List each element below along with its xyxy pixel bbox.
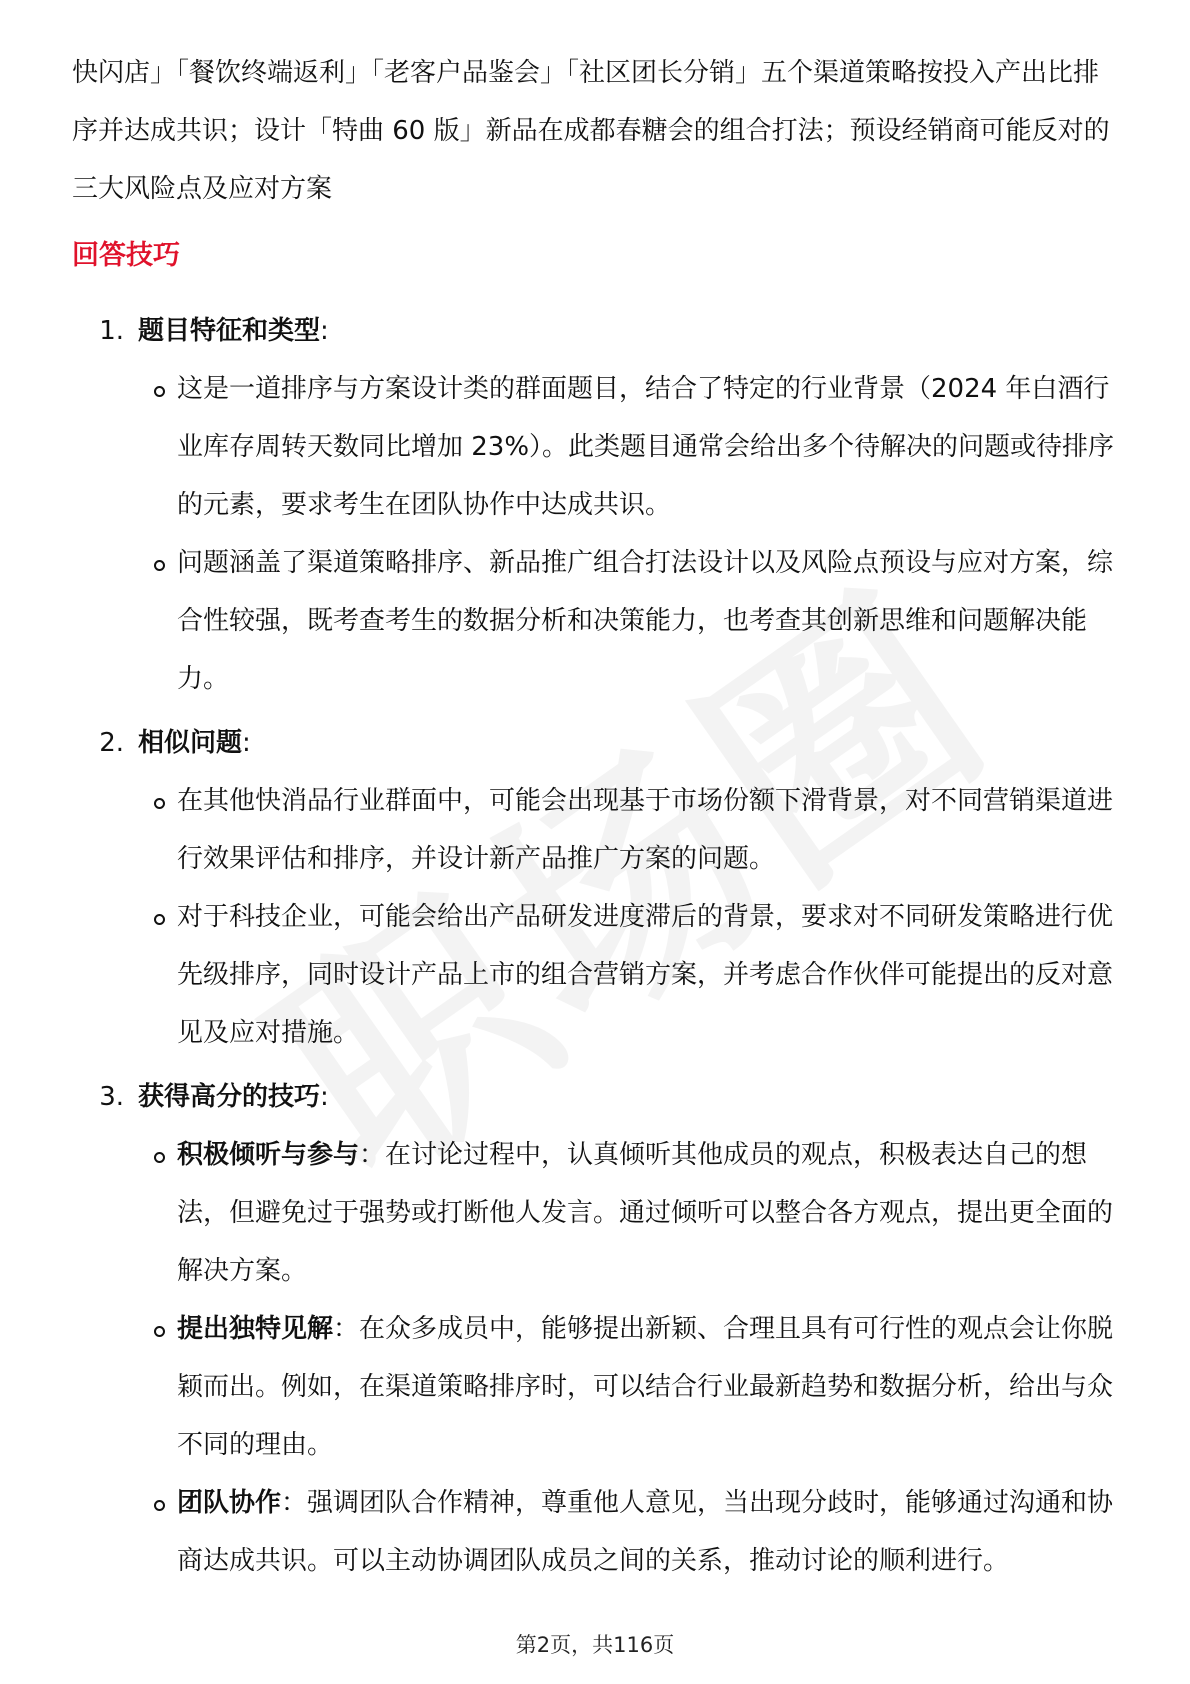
bullet-list (72, 1126, 1132, 1590)
bullet-text: ：强调团队合作精神，尊重他人意见，当出现分歧时，能够通过沟通和协商达成共识。可以主动协调团队成员之间的关系，推动讨论的顺利进行。 (177, 1488, 1114, 1576)
tips-list (72, 302, 1132, 1596)
bullet-text: 在其他快消品行业群面中，可能会出现基于市场份额下滑背景，对不同营销渠道进行效果评估和排序，并设计新产品推广方案的问题。 (177, 786, 1114, 874)
section-colon: : (242, 728, 251, 758)
tips-section (72, 714, 1132, 1062)
section-colon: : (320, 316, 329, 346)
bullet-item (177, 772, 1122, 888)
bullet-keyword: 提出独特见解 (177, 1314, 334, 1344)
bullet-text: 这是一道排序与方案设计类的群面题目，结合了特定的行业背景（2024 年白酒行业库存周转天数同比增加 23%）。此类题目通常会给出多个待解决的问题或待排序的元素，要求考生在团队协作中达成共识。 (177, 374, 1115, 520)
tips-section (72, 1068, 1132, 1590)
bullet-text: 对于科技企业，可能会给出产品研发进度滞后的背景，要求对不同研发策略进行优先级排序，同时设计产品上市的组合营销方案，并考虑合作伙伴可能提出的反对意见及应对措施。 (177, 902, 1114, 1048)
section-label: 题目特征和类型 (138, 316, 321, 346)
section-title (72, 714, 1132, 772)
section-number: 3. (99, 1082, 124, 1112)
bullet-item (177, 360, 1122, 534)
bullet-item (177, 888, 1122, 1062)
bullet-keyword: 团队协作 (177, 1488, 282, 1518)
section-heading: 回答技巧 (72, 240, 180, 271)
section-label: 相似问题 (138, 728, 243, 758)
bullet-item (177, 1300, 1122, 1474)
bullet-text: ：在众多成员中，能够提出新颖、合理且具有可行性的观点会让你脱颖而出。例如，在渠道策略排序时，可以结合行业最新趋势和数据分析，给出与众不同的理由。 (177, 1314, 1114, 1460)
bullet-item (177, 534, 1122, 708)
bullet-list (72, 772, 1132, 1062)
section-title (72, 1068, 1132, 1126)
page-footer: 第2页，共116页 (515, 1633, 675, 1657)
tips-section (72, 302, 1132, 708)
bullet-item (177, 1126, 1122, 1300)
section-number: 2. (99, 728, 124, 758)
bullet-item (177, 1474, 1122, 1590)
bullet-list (72, 360, 1132, 708)
intro-paragraph: 快闪店」「餐饮终端返利」「老客户品鉴会」「社区团长分销」五个渠道策略按投入产出比排序并达成共识；设计「特曲 60 版」新品在成都春糖会的组合打法；预设经销商可能反对的三大风险点及应对方案 (72, 58, 1110, 204)
bullet-keyword: 积极倾听与参与 (177, 1140, 360, 1170)
section-title (72, 302, 1132, 360)
bullet-text: 问题涵盖了渠道策略排序、新品推广组合打法设计以及风险点预设与应对方案，综合性较强，既考查考生的数据分析和决策能力，也考查其创新思维和问题解决能力。 (177, 548, 1114, 694)
section-label: 获得高分的技巧 (138, 1082, 321, 1112)
bullet-text: ：在讨论过程中，认真倾听其他成员的观点，积极表达自己的想法，但避免过于强势或打断他人发言。通过倾听可以整合各方观点，提出更全面的解决方案。 (177, 1140, 1114, 1286)
section-colon: : (320, 1082, 329, 1112)
section-number: 1. (99, 316, 124, 346)
